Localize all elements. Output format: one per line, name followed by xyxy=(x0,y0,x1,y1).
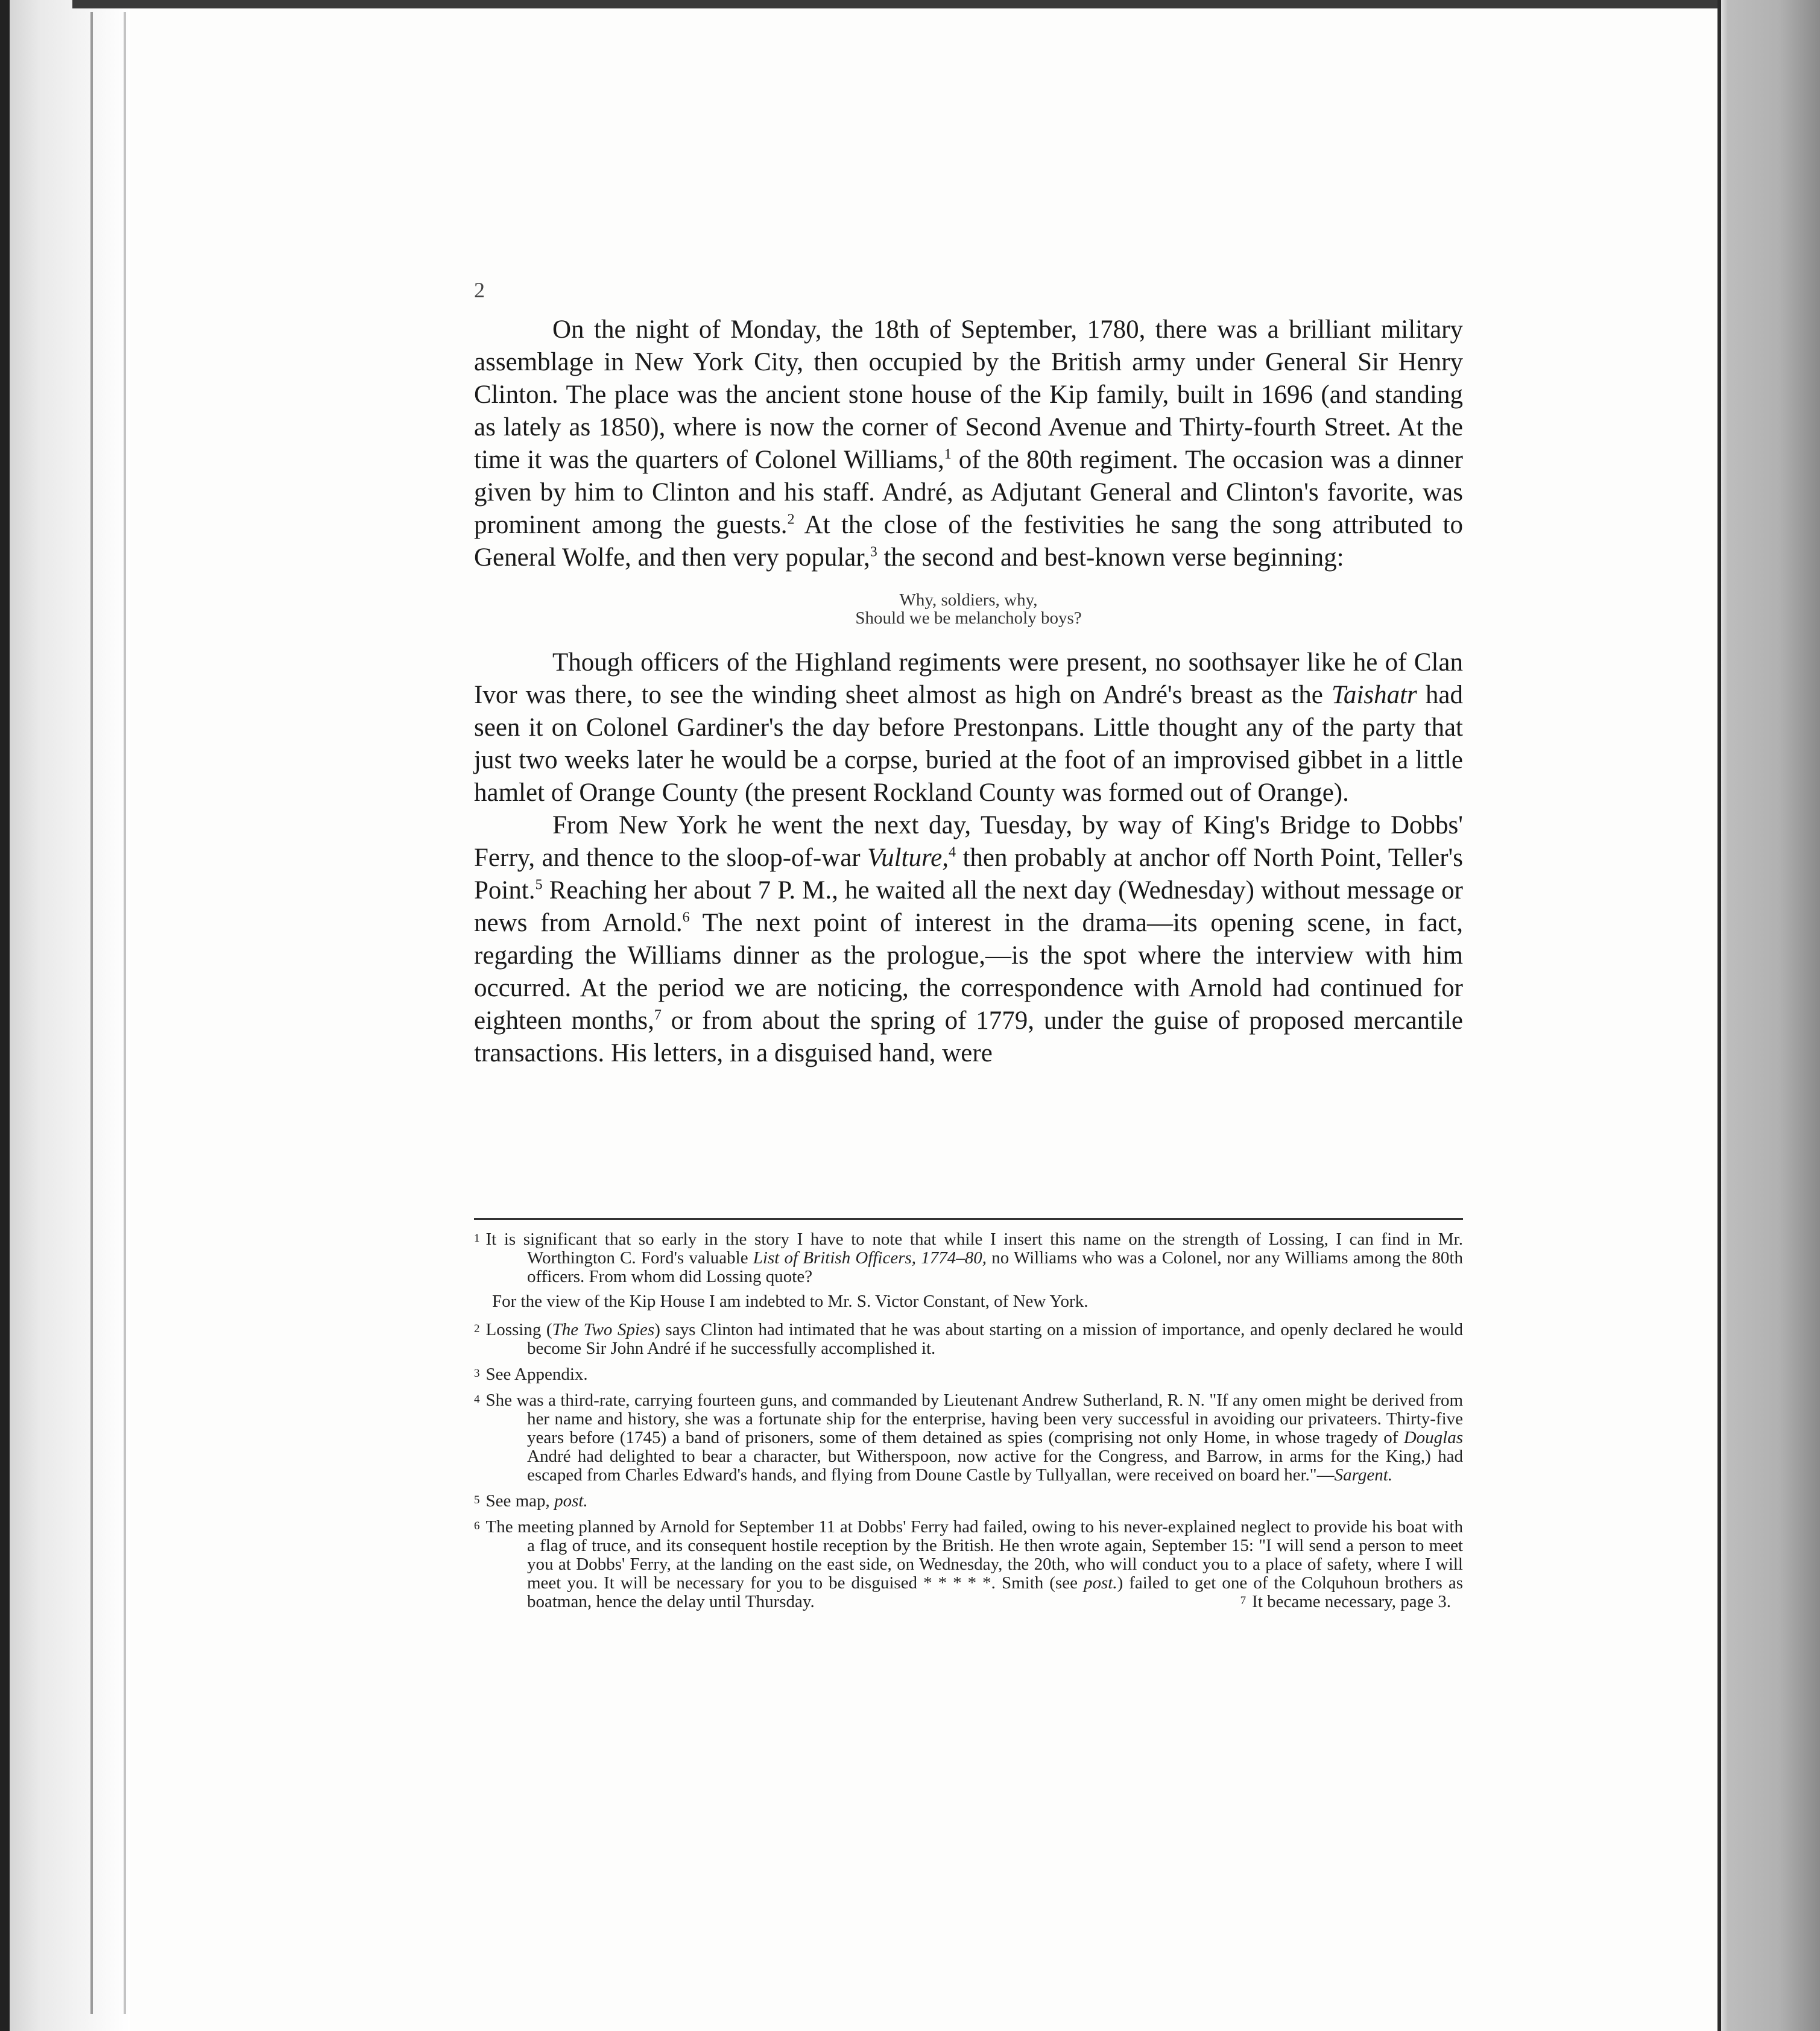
paragraph-1: On the night of Monday, the 18th of September, 1780, there was a brilliant military assemblage in New York City, then occupied by the British army under General Sir Henry Clinton. The place was the ancient stone house of the Kip family, built in 1696 (and standing as lately as 1850), where is now the corner of Second Avenue and Thirty-fourth Street. At the time it was the quarters of Colonel Williams,$^1$ of the 80th regiment. The occasion was a dinner given by him to Clinton and his staff. André, as Adjutant General and Clinton's favorite, was prominent among the guests.$^2$ At the close of the festivities he sang the song attributed to General Wolfe, and then very popular,$^3$ the second and best-known verse beginning: xyxy=(474,315,1464,572)
page-number: 2 xyxy=(474,278,485,302)
body-text xyxy=(474,314,1463,1070)
footnotes xyxy=(474,1229,1463,1617)
footnote-4: 4 She was a third-rate, carrying fourteen guns, and commanded by Lieutenant Andrew Sutherland, R. N. "If any omen might be derived from her name and history, she was a fortunate ship for the enterprise, having been very successful in avoiding our privateers. Thirty-five years before (1745) a band of prisoners, some of them detained as spies (comprising not only Home, in whose tragedy of Douglas André had delighted to bear a character, but Witherspoon, now active for the Congress, and Barrow, in arms for the King,) had escaped from Charles Edward's hands, and flying from Doune Castle by Tullyallan, were received on board her."—Sargent. xyxy=(474,1391,1463,1485)
footnote-5: 5 See map, post. xyxy=(474,1491,588,1511)
footnote-ref: 5 xyxy=(535,877,543,893)
footnote-ref: 2 xyxy=(787,511,795,528)
footnote-7: 7 It became necessary, page 3. xyxy=(1240,1592,1451,1611)
verse-quote xyxy=(474,591,1463,627)
footnote-1-continuation: For the view of the Kip House I am indebted to Mr. S. Victor Constant, of New York. xyxy=(492,1292,1089,1311)
footnote-divider xyxy=(474,1218,1463,1220)
footnote-ref: 3 xyxy=(870,544,877,560)
footnote-ref: 4 xyxy=(949,844,956,861)
paragraph-3: From New York he went the next day, Tuesday, by way of King's Bridge to Dobbs' Ferry, and thence to the sloop-of-war Vulture,$^4$ then probably at anchor off North Point, Teller's Point.$^5$ Reaching her about 7 P. M., he waited all the next day (Wednesday) without message or news from Arnold.$^6$ The next point of interest in the drama—its opening scene, in fact, regarding the Williams dinner as the prologue,—is the spot where the interview with him occurred. At the period we are noticing, the correspondence with Arnold had continued for eighteen months,$^7$ or from about the spring of 1779, under the guise of proposed mercantile transactions. His letters, in a disguised hand, were xyxy=(474,811,1464,1067)
footnote-2: 2 Lossing (The Two Spies) says Clinton had intimated that he was about starting on a mission of importance, and openly declared he would become Sir John André if he successfully accomplished it. xyxy=(474,1320,1463,1358)
footnote-ref: 6 xyxy=(682,909,690,926)
binding-line xyxy=(124,12,126,2014)
footnote-3: 3 See Appendix. xyxy=(474,1365,588,1384)
left-scan-edge xyxy=(0,0,10,2031)
right-scan-edge xyxy=(1717,0,1820,2031)
footnote-1: 1 It is significant that so early in the story I have to note that while I insert this name on the strength of Lossing, I can find in Mr. Worthington C. Ford's valuable List of British Officers, 1774–80, no Williams who was a Colonel, nor any Williams among the 80th officers. From whom did Lossing quote? xyxy=(474,1230,1463,1286)
paragraph-2: Though officers of the Highland regiments were present, no soothsayer like he of Clan Ivor was there, to see the winding sheet almost as high on André's breast as the Taishatr had seen it on Colonel Gardiner's the day before Prestonpans. Little thought any of the party that just two weeks later he would be a corpse, buried at the foot of an improvised gibbet in a little hamlet of Orange County (the present Rockland County was formed out of Orange). xyxy=(474,648,1463,807)
binding-line xyxy=(90,12,93,2014)
footnote-ref: 7 xyxy=(654,1007,662,1023)
right-page-border xyxy=(1717,0,1721,2031)
footnote-6: 6 The meeting planned by Arnold for September 11 at Dobbs' Ferry had failed, owing to his never-explained neglect to provide his boat with a flag of truce, and its consequent hostile reception by the British. He then wrote again, September 15: "I will send a person to meet you at Dobbs' Ferry, at the landing on the east side, on Wednesday, the 20th, who will conduct you to a place of safety, where I will meet you. It will be necessary for you to be disguised * * * * *. Smith (see post.) failed to get one of the Colquhoun brothers as boatman, hence the delay until Thursday. 7 It became necessary, page 3. xyxy=(474,1517,1464,1611)
verse-line: Should we be melancholy boys? xyxy=(855,608,1082,628)
top-scan-edge xyxy=(72,0,1719,8)
footnote-ref: 1 xyxy=(944,446,952,463)
binding-shadow xyxy=(0,0,130,2031)
verse-line: Why, soldiers, why, xyxy=(899,590,1038,610)
